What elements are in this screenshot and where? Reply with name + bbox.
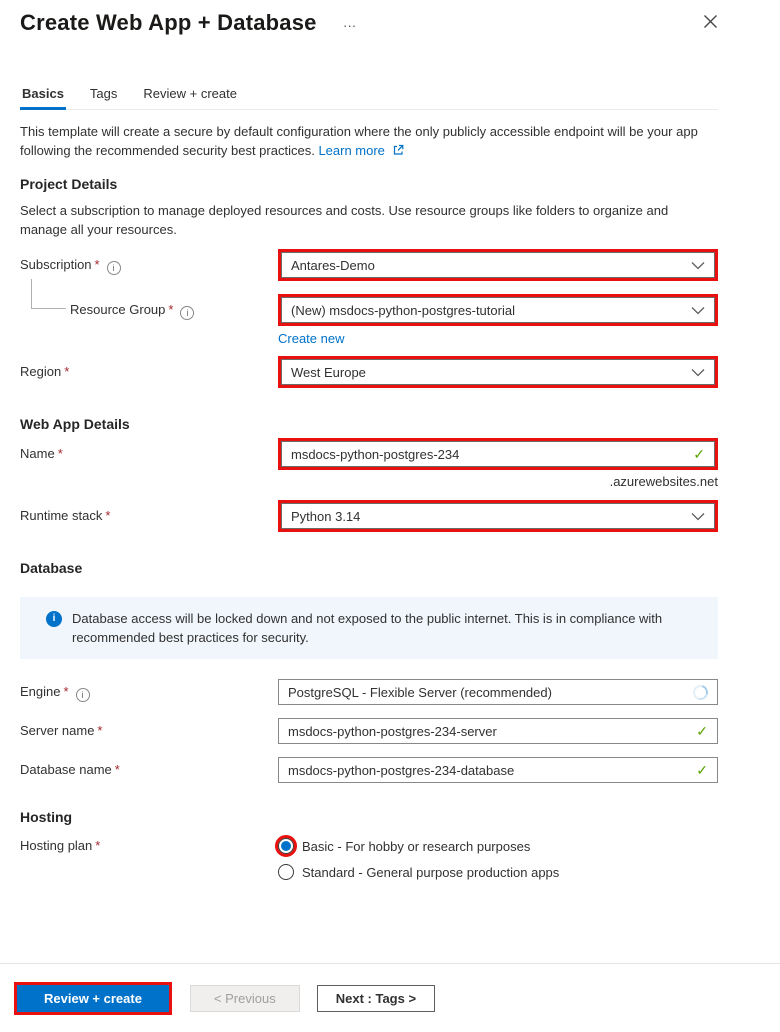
server-name-row xyxy=(20,718,718,744)
subscription-dropdown[interactable] xyxy=(281,252,715,278)
valid-check-icon: ✓ xyxy=(696,722,708,739)
info-icon: i xyxy=(76,688,90,702)
close-button[interactable] xyxy=(703,14,718,29)
required-asterisk: * xyxy=(168,302,174,317)
info-banner-text: Database access will be locked down and not exposed to the public internet. This is in compliance with recommended best practices for security. xyxy=(72,611,663,645)
previous-button[interactable]: < Previous xyxy=(190,985,300,1012)
required-asterisk: * xyxy=(94,257,100,272)
region-label: Region * xyxy=(20,364,70,379)
region-row xyxy=(20,356,718,388)
section-web-app-details: Web App Details xyxy=(20,416,130,432)
subscription-value: Antares-Demo xyxy=(291,257,375,273)
subscription-label: Subscription * i xyxy=(20,249,278,275)
subscription-highlight-box xyxy=(278,249,718,281)
pane-header xyxy=(20,0,718,36)
runtime-stack-dropdown[interactable] xyxy=(281,503,715,529)
info-filled-icon: i xyxy=(46,611,62,627)
engine-field xyxy=(278,679,718,705)
required-asterisk: * xyxy=(57,446,63,461)
runtime-stack-value: Python 3.14 xyxy=(291,508,361,524)
server-name-label: Server name * xyxy=(20,723,103,738)
engine-label: Engine * i xyxy=(20,679,278,702)
radio-basic-label: Basic - For hobby or research purposes xyxy=(302,838,531,854)
wizard-footer xyxy=(0,963,780,1032)
engine-value: PostgreSQL - Flexible Server (recommended) xyxy=(288,684,552,700)
server-name-value: msdocs-python-postgres-234-server xyxy=(288,723,497,739)
tab-tags[interactable]: Tags xyxy=(89,86,118,101)
section-project-details: Project Details xyxy=(20,176,118,192)
engine-row xyxy=(20,679,718,705)
close-icon xyxy=(703,14,718,29)
name-label: Name * xyxy=(20,446,63,461)
chevron-down-icon xyxy=(691,261,705,270)
required-asterisk: * xyxy=(114,762,120,777)
radio-standard-label: Standard - General purpose production apps xyxy=(302,864,560,880)
radio-unselected-icon xyxy=(278,864,294,880)
resource-group-row xyxy=(20,294,718,326)
region-dropdown[interactable] xyxy=(281,359,715,385)
info-banner xyxy=(20,597,718,659)
valid-check-icon: ✓ xyxy=(696,761,708,778)
runtime-stack-highlight-box xyxy=(278,500,718,532)
next-tags-button[interactable]: Next : Tags > xyxy=(317,985,435,1012)
learn-more-link[interactable]: Learn more xyxy=(318,143,385,158)
database-name-row xyxy=(20,757,718,783)
region-value: West Europe xyxy=(291,364,366,380)
chevron-down-icon xyxy=(691,512,705,521)
required-asterisk: * xyxy=(63,684,69,699)
database-name-field xyxy=(278,757,718,783)
resource-group-dropdown[interactable] xyxy=(281,297,715,323)
required-asterisk: * xyxy=(95,838,101,853)
intro-paragraph xyxy=(20,122,718,160)
highlight-annotation-ring xyxy=(275,835,297,857)
external-link-icon xyxy=(392,144,404,156)
resource-group-label: Resource Group * i xyxy=(20,294,278,320)
valid-check-icon: ✓ xyxy=(693,445,705,462)
more-options-icon[interactable]: … xyxy=(342,14,358,30)
radio-option-standard[interactable] xyxy=(278,859,718,885)
resource-group-value: (New) msdocs-python-postgres-tutorial xyxy=(291,302,515,318)
project-details-description: Select a subscription to manage deployed resources and costs. Use resource groups like folders to organize and manage all your resources. xyxy=(20,203,669,237)
hierarchy-connector-line xyxy=(31,279,66,309)
tab-basics[interactable]: Basics xyxy=(20,86,66,109)
required-asterisk: * xyxy=(97,723,103,738)
section-database: Database xyxy=(20,560,83,576)
resource-group-highlight-box xyxy=(278,294,718,326)
info-icon: i xyxy=(107,261,121,275)
required-asterisk: * xyxy=(105,508,111,523)
chevron-down-icon xyxy=(691,306,705,315)
radio-selected-icon xyxy=(278,838,294,854)
runtime-stack-row xyxy=(20,500,718,532)
section-hosting: Hosting xyxy=(20,809,73,825)
domain-suffix: .azurewebsites.net xyxy=(609,474,718,489)
page-title: Create Web App + Database xyxy=(20,10,317,35)
intro-text: This template will create a secure by default configuration where the only publicly accessible endpoint will be your app following the recommended security best practices. xyxy=(20,124,698,158)
subscription-row xyxy=(20,249,718,281)
name-highlight-box xyxy=(278,438,718,470)
hosting-plan-options xyxy=(278,833,718,885)
loading-spinner-icon xyxy=(690,682,710,702)
review-create-button[interactable]: Review + create xyxy=(17,985,169,1012)
name-value: msdocs-python-postgres-234 xyxy=(291,446,460,462)
tab-review-create[interactable]: Review + create xyxy=(143,86,237,101)
info-icon: i xyxy=(180,306,194,320)
hosting-plan-label: Hosting plan * xyxy=(20,838,101,853)
name-input[interactable] xyxy=(281,441,715,467)
name-row xyxy=(20,438,718,470)
chevron-down-icon xyxy=(691,368,705,377)
runtime-stack-label: Runtime stack * xyxy=(20,508,111,523)
wizard-tabbar xyxy=(20,86,718,110)
region-highlight-box xyxy=(278,356,718,388)
server-name-input[interactable] xyxy=(278,718,718,744)
hosting-plan-row xyxy=(20,833,718,885)
required-asterisk: * xyxy=(64,364,70,379)
radio-option-basic[interactable] xyxy=(278,833,718,859)
server-name-field xyxy=(278,718,718,744)
database-name-label: Database name * xyxy=(20,762,120,777)
create-new-link[interactable]: Create new xyxy=(278,331,345,346)
engine-input[interactable] xyxy=(278,679,718,705)
database-name-input[interactable] xyxy=(278,757,718,783)
database-name-value: msdocs-python-postgres-234-database xyxy=(288,762,515,778)
